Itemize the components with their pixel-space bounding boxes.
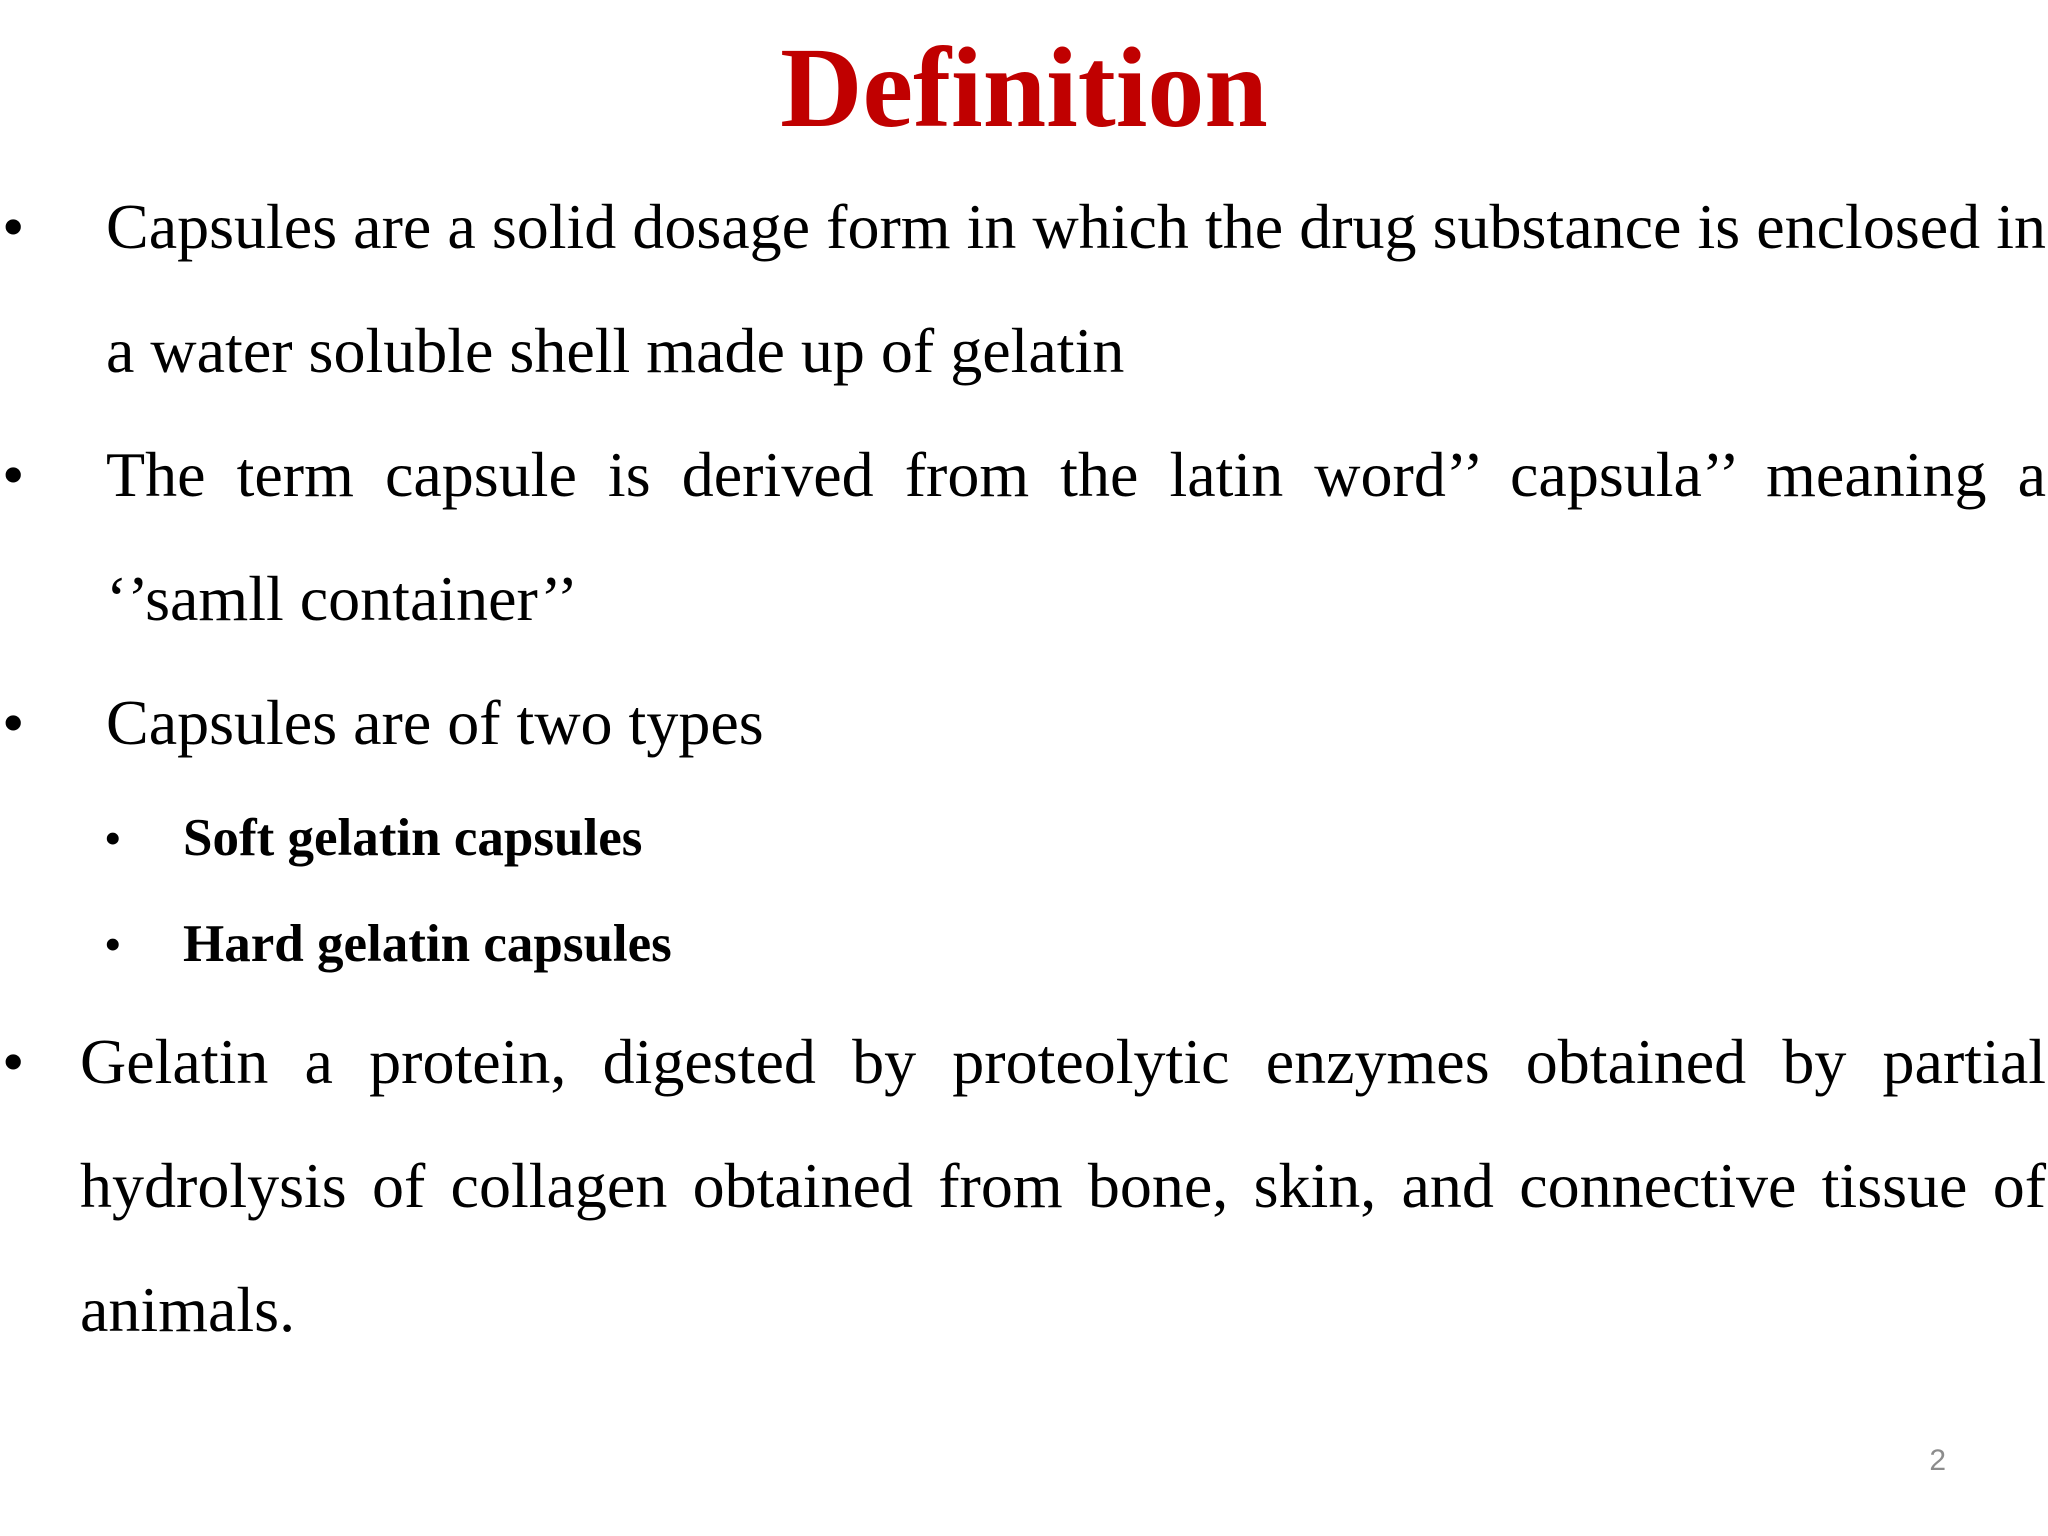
bullet-text-1: Capsules are a solid dosage form in which the drug substance is enclosed in a water soluble shell made up of gelatin bbox=[106, 191, 2046, 386]
sub-item-soft-gelatin: Soft gelatin capsules bbox=[183, 809, 643, 867]
bullet-text-2: The term capsule is derived from the latin word’’ capsula’’ meaning a ‘’samll container’’ bbox=[106, 439, 2046, 634]
slide-title: Definition bbox=[780, 24, 1268, 151]
page-number: 2 bbox=[1929, 1444, 1946, 1477]
bullet-marker: • bbox=[2, 439, 25, 510]
sub-bullet-marker: • bbox=[104, 810, 122, 866]
bullet-text-3: Capsules are of two types bbox=[106, 687, 764, 758]
bullet-marker: • bbox=[2, 1026, 25, 1097]
bullet-text-4: Gelatin a protein, digested by proteolytic enzymes obtained by partial hydrolysis of collagen obtained from bone, skin, and connective tissue of animals. bbox=[80, 1026, 2046, 1345]
bullet-marker: • bbox=[2, 191, 25, 262]
sub-bullet-marker: • bbox=[104, 916, 122, 972]
bullet-marker: • bbox=[2, 687, 25, 758]
sub-item-hard-gelatin: Hard gelatin capsules bbox=[183, 915, 672, 973]
